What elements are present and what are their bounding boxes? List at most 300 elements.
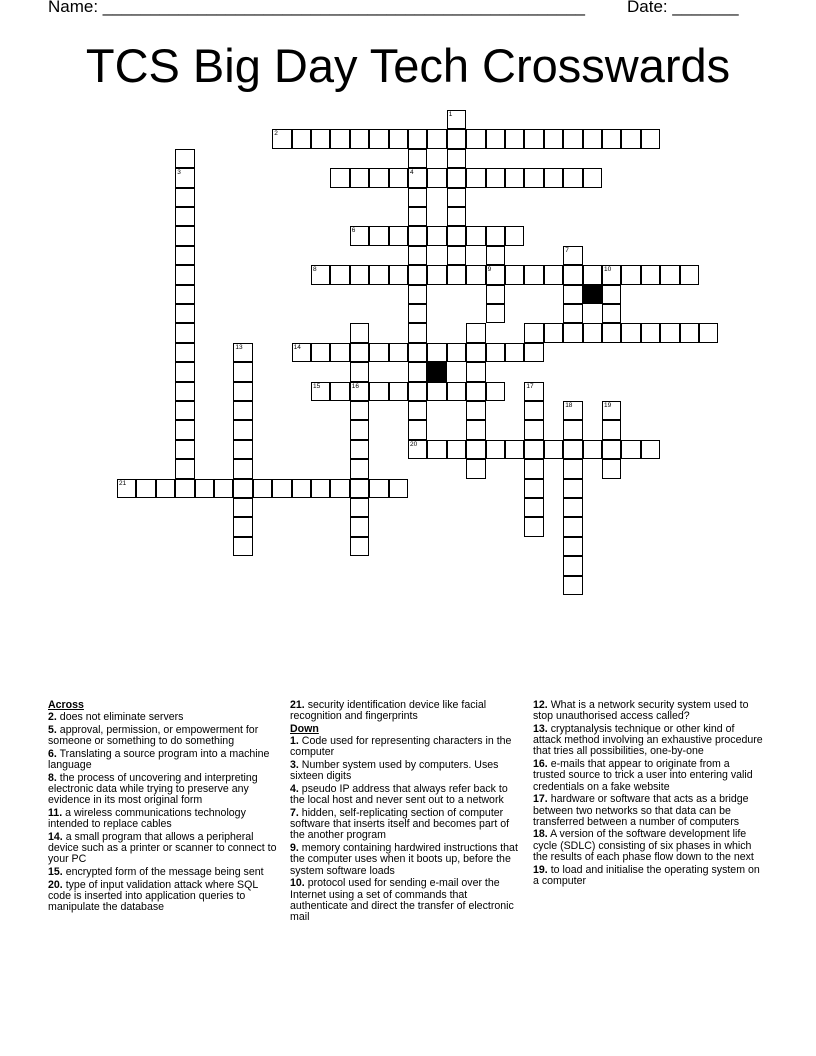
grid-cell[interactable] <box>486 129 505 148</box>
clue-item <box>290 700 522 723</box>
grid-cell[interactable] <box>602 323 621 342</box>
grid-cell[interactable] <box>350 517 369 536</box>
grid-cell[interactable] <box>292 479 311 498</box>
grid-cell[interactable] <box>175 479 194 498</box>
grid-cell[interactable] <box>660 323 679 342</box>
clue-item <box>533 724 765 758</box>
grid-cell[interactable] <box>408 265 427 284</box>
clue-item <box>48 832 280 866</box>
clue-item <box>290 878 522 923</box>
clue-num: 21. <box>290 699 305 711</box>
grid-cell[interactable] <box>583 323 602 342</box>
grid-cell[interactable] <box>330 129 349 148</box>
grid-cell[interactable] <box>408 304 427 323</box>
grid-cell[interactable] <box>292 129 311 148</box>
clue-number-21: 21 <box>119 479 127 487</box>
grid-block-cell <box>583 285 602 304</box>
grid-cell[interactable] <box>427 168 446 187</box>
grid-cell[interactable] <box>602 265 621 284</box>
grid-cell[interactable] <box>369 382 388 401</box>
clue-text: e-mails that appear to originate from a trusted source to trick a user into entering valid credentials on a fake website <box>533 758 753 793</box>
clue-text: protocol used for sending e-mail over the Internet using a set of commands that authenticate and direct the transfer of electronic mail <box>290 877 514 924</box>
grid-cell[interactable] <box>136 479 155 498</box>
grid-cell[interactable] <box>563 420 582 439</box>
page-title: TCS Big Day Tech Crosswards <box>85 39 731 92</box>
clue-number-8: 8 <box>313 266 317 274</box>
grid-cell[interactable] <box>447 188 466 207</box>
grid-cell[interactable] <box>447 129 466 148</box>
grid-cell[interactable] <box>447 343 466 362</box>
grid-cell[interactable] <box>350 323 369 342</box>
grid-cell[interactable] <box>175 304 194 323</box>
clues-column-1 <box>48 700 280 915</box>
grid-cell[interactable] <box>602 285 621 304</box>
grid-cell[interactable] <box>563 129 582 148</box>
clue-text: Number system used by computers. Uses sixteen digits <box>290 759 499 783</box>
clue-item <box>48 867 280 878</box>
clue-num: 4. <box>290 782 299 795</box>
date-field[interactable]: Date: _______ <box>627 0 739 16</box>
grid-cell[interactable] <box>505 168 524 187</box>
grid-cell[interactable] <box>233 382 252 401</box>
grid-cell[interactable] <box>233 479 252 498</box>
grid-cell[interactable] <box>563 304 582 323</box>
grid-cell[interactable] <box>408 362 427 381</box>
grid-cell[interactable] <box>350 265 369 284</box>
grid-cell[interactable] <box>233 362 252 381</box>
grid-cell[interactable] <box>621 323 640 342</box>
clue-number-19: 19 <box>604 402 612 409</box>
grid-cell[interactable] <box>641 440 660 459</box>
clue-text: to load and initialise the operating system on a computer <box>533 863 760 887</box>
grid-cell[interactable] <box>524 168 543 187</box>
grid-cell[interactable] <box>544 168 563 187</box>
grid-cell[interactable] <box>486 168 505 187</box>
grid-cell[interactable] <box>466 420 485 439</box>
grid-cell[interactable] <box>524 459 543 478</box>
grid-cell[interactable] <box>408 207 427 226</box>
grid-cell[interactable] <box>563 556 582 575</box>
grid-cell[interactable] <box>369 168 388 187</box>
grid-cell[interactable] <box>583 129 602 148</box>
grid-cell[interactable] <box>524 265 543 284</box>
grid-cell[interactable] <box>486 265 505 284</box>
clue-number-14: 14 <box>293 343 301 351</box>
clue-num: 1. <box>290 735 299 748</box>
grid-cell[interactable] <box>466 459 485 478</box>
clue-num: 17. <box>533 793 548 806</box>
across-heading: Across <box>48 699 84 711</box>
grid-cell[interactable] <box>621 440 640 459</box>
grid-cell[interactable] <box>350 479 369 498</box>
grid-cell[interactable] <box>369 479 388 498</box>
grid-cell[interactable] <box>408 343 427 362</box>
grid-cell[interactable] <box>175 440 194 459</box>
grid-cell[interactable] <box>175 265 194 284</box>
clue-text: a wireless communications technology intended to replace cables <box>48 806 246 831</box>
clue-text: security identification device like facial recognition and fingerprints <box>290 699 487 723</box>
grid-cell[interactable] <box>466 440 485 459</box>
grid-cell[interactable] <box>524 517 543 536</box>
clue-number-9: 9 <box>487 266 492 274</box>
clue-text: type of input validation attack where SQL code is inserted into application queries to manipulate the database <box>48 878 258 914</box>
clue-text: the process of uncovering and interpreting electronic data while trying to preserve any evidence in its most original form <box>48 771 258 807</box>
grid-cell[interactable] <box>563 246 582 265</box>
grid-cell[interactable] <box>408 168 427 187</box>
grid-cell[interactable] <box>621 129 640 148</box>
grid-cell[interactable] <box>563 517 582 536</box>
grid-cell[interactable] <box>641 323 660 342</box>
grid-cell[interactable] <box>544 265 563 284</box>
grid-cell[interactable] <box>175 168 194 187</box>
grid-cell[interactable] <box>563 323 582 342</box>
grid-cell[interactable] <box>602 401 621 420</box>
grid-cell[interactable] <box>466 323 485 342</box>
grid-cell[interactable] <box>466 265 485 284</box>
grid-cell[interactable] <box>486 382 505 401</box>
grid-cell[interactable] <box>486 246 505 265</box>
clue-num: 10. <box>290 877 305 890</box>
grid-cell[interactable] <box>641 129 660 148</box>
grid-cell[interactable] <box>563 459 582 478</box>
grid-cell[interactable] <box>330 479 349 498</box>
grid-cell[interactable] <box>583 168 602 187</box>
down-heading: Down <box>290 722 319 735</box>
clue-number-18: 18 <box>565 402 573 409</box>
clue-text: approval, permission, or empowerment for someone or something to do something <box>48 723 259 748</box>
clue-num: 7. <box>290 806 299 819</box>
grid-cell[interactable] <box>447 226 466 245</box>
grid-cell[interactable] <box>447 110 466 129</box>
grid-cell[interactable] <box>602 129 621 148</box>
grid-cell[interactable] <box>369 265 388 284</box>
grid-cell[interactable] <box>563 537 582 556</box>
down-clue-list-continued <box>533 700 765 887</box>
clue-num: 8. <box>48 771 57 784</box>
grid-cell[interactable] <box>466 362 485 381</box>
grid-cell[interactable] <box>427 129 446 148</box>
grid-cell[interactable] <box>350 420 369 439</box>
grid-cell[interactable] <box>311 382 330 401</box>
grid-cell[interactable] <box>233 498 252 517</box>
grid-cell[interactable] <box>505 343 524 362</box>
grid-cell[interactable] <box>447 168 466 187</box>
clue-num: 16. <box>533 758 548 771</box>
clue-num: 12. <box>533 699 548 711</box>
clue-item <box>48 749 280 772</box>
grid-cell[interactable] <box>408 129 427 148</box>
clue-number-13: 13 <box>235 343 243 351</box>
grid-cell[interactable] <box>330 343 349 362</box>
grid-cell[interactable] <box>408 149 427 168</box>
grid-cell[interactable] <box>272 479 291 498</box>
clue-num: 2. <box>48 711 57 724</box>
grid-cell[interactable] <box>175 401 194 420</box>
clue-num: 15. <box>48 865 63 878</box>
grid-cell[interactable] <box>524 323 543 342</box>
grid-cell[interactable] <box>563 440 582 459</box>
clue-number-7: 7 <box>565 246 569 254</box>
clue-num: 20. <box>48 878 63 891</box>
clue-number-20: 20 <box>410 440 418 448</box>
grid-cell[interactable] <box>427 226 446 245</box>
clue-num: 19. <box>533 863 548 876</box>
grid-cell[interactable] <box>427 343 446 362</box>
grid-cell[interactable] <box>175 459 194 478</box>
grid-cell[interactable] <box>389 168 408 187</box>
grid-cell[interactable] <box>350 362 369 381</box>
grid-cell[interactable] <box>175 207 194 226</box>
grid-cell[interactable] <box>466 168 485 187</box>
grid-cell[interactable] <box>369 129 388 148</box>
clue-number-16: 16 <box>351 382 360 390</box>
clue-item <box>533 865 765 888</box>
grid-cell[interactable] <box>524 129 543 148</box>
clue-text: hidden, self-replicating section of computer software that inserts itself and becomes part of the another program <box>290 806 510 842</box>
grid-cell[interactable] <box>408 188 427 207</box>
clue-num: 6. <box>48 747 57 760</box>
grid-cell[interactable] <box>544 440 563 459</box>
clue-number-4: 4 <box>410 169 414 177</box>
grid-cell[interactable] <box>156 479 175 498</box>
grid-cell[interactable] <box>505 226 524 245</box>
clue-text: a small program that allows a peripheral device such as a printer or scanner to connect to your PC <box>48 830 277 866</box>
grid-cell[interactable] <box>292 343 311 362</box>
clue-text: What is a network security system used to stop unauthorised access called? <box>533 699 749 723</box>
grid-cell[interactable] <box>408 440 427 459</box>
grid-cell[interactable] <box>311 129 330 148</box>
grid-cell[interactable] <box>389 382 408 401</box>
clues-column-3 <box>533 700 765 889</box>
grid-cell[interactable] <box>602 304 621 323</box>
grid-cell[interactable] <box>466 226 485 245</box>
grid-cell[interactable] <box>427 440 446 459</box>
clue-num: 13. <box>533 722 548 735</box>
grid-cell[interactable] <box>350 440 369 459</box>
clue-item <box>48 808 280 831</box>
grid-cell[interactable] <box>563 479 582 498</box>
grid-cell[interactable] <box>175 226 194 245</box>
grid-cell[interactable] <box>544 323 563 342</box>
grid-cell[interactable] <box>447 440 466 459</box>
clue-item <box>48 880 280 914</box>
grid-cell[interactable] <box>563 498 582 517</box>
grid-cell[interactable] <box>233 537 252 556</box>
grid-cell[interactable] <box>330 168 349 187</box>
grid-cell[interactable] <box>350 168 369 187</box>
clue-num: 9. <box>290 842 299 855</box>
grid-cell[interactable] <box>389 226 408 245</box>
grid-cell[interactable] <box>602 420 621 439</box>
clue-item <box>533 759 765 793</box>
grid-cell[interactable] <box>505 129 524 148</box>
grid-cell[interactable] <box>272 129 291 148</box>
clue-text: hardware or software that acts as a bridge between two networks so that data can be transferred between a number of computers <box>533 793 749 828</box>
clue-item <box>48 712 280 723</box>
grid-cell[interactable] <box>447 382 466 401</box>
grid-cell[interactable] <box>466 343 485 362</box>
across-clue-list <box>48 712 280 913</box>
grid-cell[interactable] <box>563 576 582 595</box>
grid-cell[interactable] <box>175 188 194 207</box>
clue-item <box>533 700 765 723</box>
grid-cell[interactable] <box>175 285 194 304</box>
grid-cell[interactable] <box>524 498 543 517</box>
clue-number-6: 6 <box>351 227 356 235</box>
grid-cell[interactable] <box>563 265 582 284</box>
grid-cell[interactable] <box>466 129 485 148</box>
grid-cell[interactable] <box>233 343 252 362</box>
grid-cell[interactable] <box>369 226 388 245</box>
grid-cell[interactable] <box>524 420 543 439</box>
grid-cell[interactable] <box>330 265 349 284</box>
grid-cell[interactable] <box>175 343 194 362</box>
grid-cell[interactable] <box>175 246 194 265</box>
grid-cell[interactable] <box>466 401 485 420</box>
grid-cell[interactable] <box>447 265 466 284</box>
grid-cell[interactable] <box>175 323 194 342</box>
grid-cell[interactable] <box>524 479 543 498</box>
grid-cell[interactable] <box>330 382 349 401</box>
grid-cell[interactable] <box>408 401 427 420</box>
grid-cell[interactable] <box>486 440 505 459</box>
grid-cell[interactable] <box>660 265 679 284</box>
down-clue-list <box>290 736 522 923</box>
clue-text: cryptanalysis technique or other kind of attack method involving an exhaustive procedure that tries all possibilities, one-by-one <box>533 722 763 758</box>
grid-cell[interactable] <box>583 265 602 284</box>
grid-cell[interactable] <box>175 382 194 401</box>
grid-cell[interactable] <box>350 226 369 245</box>
clue-item <box>290 843 522 877</box>
grid-cell[interactable] <box>311 479 330 498</box>
grid-cell[interactable] <box>641 265 660 284</box>
clue-item <box>48 773 280 807</box>
grid-cell[interactable] <box>427 265 446 284</box>
clue-number-1: 1 <box>448 111 453 118</box>
grid-cell[interactable] <box>486 343 505 362</box>
grid-cell[interactable] <box>486 226 505 245</box>
clue-text: does not eliminate servers <box>59 711 184 724</box>
across-clue-list-continued <box>290 700 522 723</box>
clue-text: memory containing hardwired instructions that the computer uses when it boots up, before the system software loads <box>290 842 518 877</box>
grid-cell[interactable] <box>175 362 194 381</box>
clue-num: 3. <box>290 759 299 772</box>
clue-item <box>533 794 765 828</box>
grid-cell[interactable] <box>583 440 602 459</box>
grid-cell[interactable] <box>350 382 369 401</box>
clue-number-2: 2 <box>274 130 278 138</box>
grid-cell[interactable] <box>233 517 252 536</box>
grid-cell[interactable] <box>369 343 388 362</box>
grid-cell[interactable] <box>408 246 427 265</box>
grid-cell[interactable] <box>563 168 582 187</box>
grid-cell[interactable] <box>505 440 524 459</box>
grid-cell[interactable] <box>486 304 505 323</box>
grid-cell[interactable] <box>524 382 543 401</box>
clue-item <box>290 736 522 759</box>
clue-number-15: 15 <box>313 382 321 390</box>
grid-cell[interactable] <box>524 401 543 420</box>
clue-number-17: 17 <box>526 382 534 390</box>
clue-item <box>290 784 522 807</box>
name-field[interactable]: Name: ___________________________________________________ <box>48 0 585 16</box>
grid-cell[interactable] <box>621 265 640 284</box>
clue-item <box>533 829 765 863</box>
grid-cell[interactable] <box>389 479 408 498</box>
grid-cell[interactable] <box>486 285 505 304</box>
grid-cell[interactable] <box>408 382 427 401</box>
clue-text: pseudo IP address that always refer back to the local host and never sent out to a network <box>290 782 508 807</box>
grid-cell[interactable] <box>563 285 582 304</box>
grid-cell[interactable] <box>233 440 252 459</box>
clue-text: encrypted form of the message being sent <box>65 865 264 878</box>
grid-cell[interactable] <box>524 440 543 459</box>
clue-num: 5. <box>48 723 57 736</box>
grid-cell[interactable] <box>447 246 466 265</box>
grid-cell[interactable] <box>311 265 330 284</box>
grid-cell[interactable] <box>233 420 252 439</box>
clue-num: 18. <box>533 828 548 841</box>
clue-item <box>48 725 280 748</box>
grid-cell[interactable] <box>602 440 621 459</box>
grid-cell[interactable] <box>408 226 427 245</box>
grid-cell[interactable] <box>389 265 408 284</box>
clue-num: 14. <box>48 830 63 843</box>
grid-cell[interactable] <box>699 323 718 342</box>
grid-cell[interactable] <box>195 479 214 498</box>
grid-cell[interactable] <box>117 479 136 498</box>
grid-cell[interactable] <box>602 459 621 478</box>
grid-cell[interactable] <box>389 343 408 362</box>
grid-cell[interactable] <box>253 479 272 498</box>
clue-text: Code used for representing characters in the computer <box>290 735 512 759</box>
clue-text: Translating a source program into a machine language <box>48 747 270 772</box>
grid-cell[interactable] <box>350 537 369 556</box>
grid-cell[interactable] <box>447 207 466 226</box>
grid-cell[interactable] <box>350 401 369 420</box>
grid-cell[interactable] <box>350 498 369 517</box>
grid-cell[interactable] <box>505 265 524 284</box>
grid-cell[interactable] <box>350 343 369 362</box>
grid-cell[interactable] <box>544 129 563 148</box>
clue-item <box>290 760 522 783</box>
grid-cell[interactable] <box>214 479 233 498</box>
grid-cell[interactable] <box>389 129 408 148</box>
grid-cell[interactable] <box>408 285 427 304</box>
clue-number-10: 10 <box>604 266 612 274</box>
grid-cell[interactable] <box>408 420 427 439</box>
grid-cell[interactable] <box>175 149 194 168</box>
grid-cell[interactable] <box>311 343 330 362</box>
grid-cell[interactable] <box>350 129 369 148</box>
grid-cell[interactable] <box>233 401 252 420</box>
grid-cell[interactable] <box>466 382 485 401</box>
grid-cell[interactable] <box>680 323 699 342</box>
grid-cell[interactable] <box>524 343 543 362</box>
grid-cell[interactable] <box>408 323 427 342</box>
grid-cell[interactable] <box>447 149 466 168</box>
clue-num: 11. <box>48 806 63 819</box>
grid-cell[interactable] <box>427 382 446 401</box>
grid-block-cell <box>427 362 446 381</box>
grid-cell[interactable] <box>350 459 369 478</box>
clue-number-3: 3 <box>177 169 181 177</box>
clue-text: A version of the software development life cycle (SDLC) consisting of six phases in which the results of each phase flow down to the next <box>533 828 754 864</box>
grid-cell[interactable] <box>680 265 699 284</box>
grid-cell[interactable] <box>563 401 582 420</box>
grid-cell[interactable] <box>233 459 252 478</box>
grid-cell[interactable] <box>175 420 194 439</box>
